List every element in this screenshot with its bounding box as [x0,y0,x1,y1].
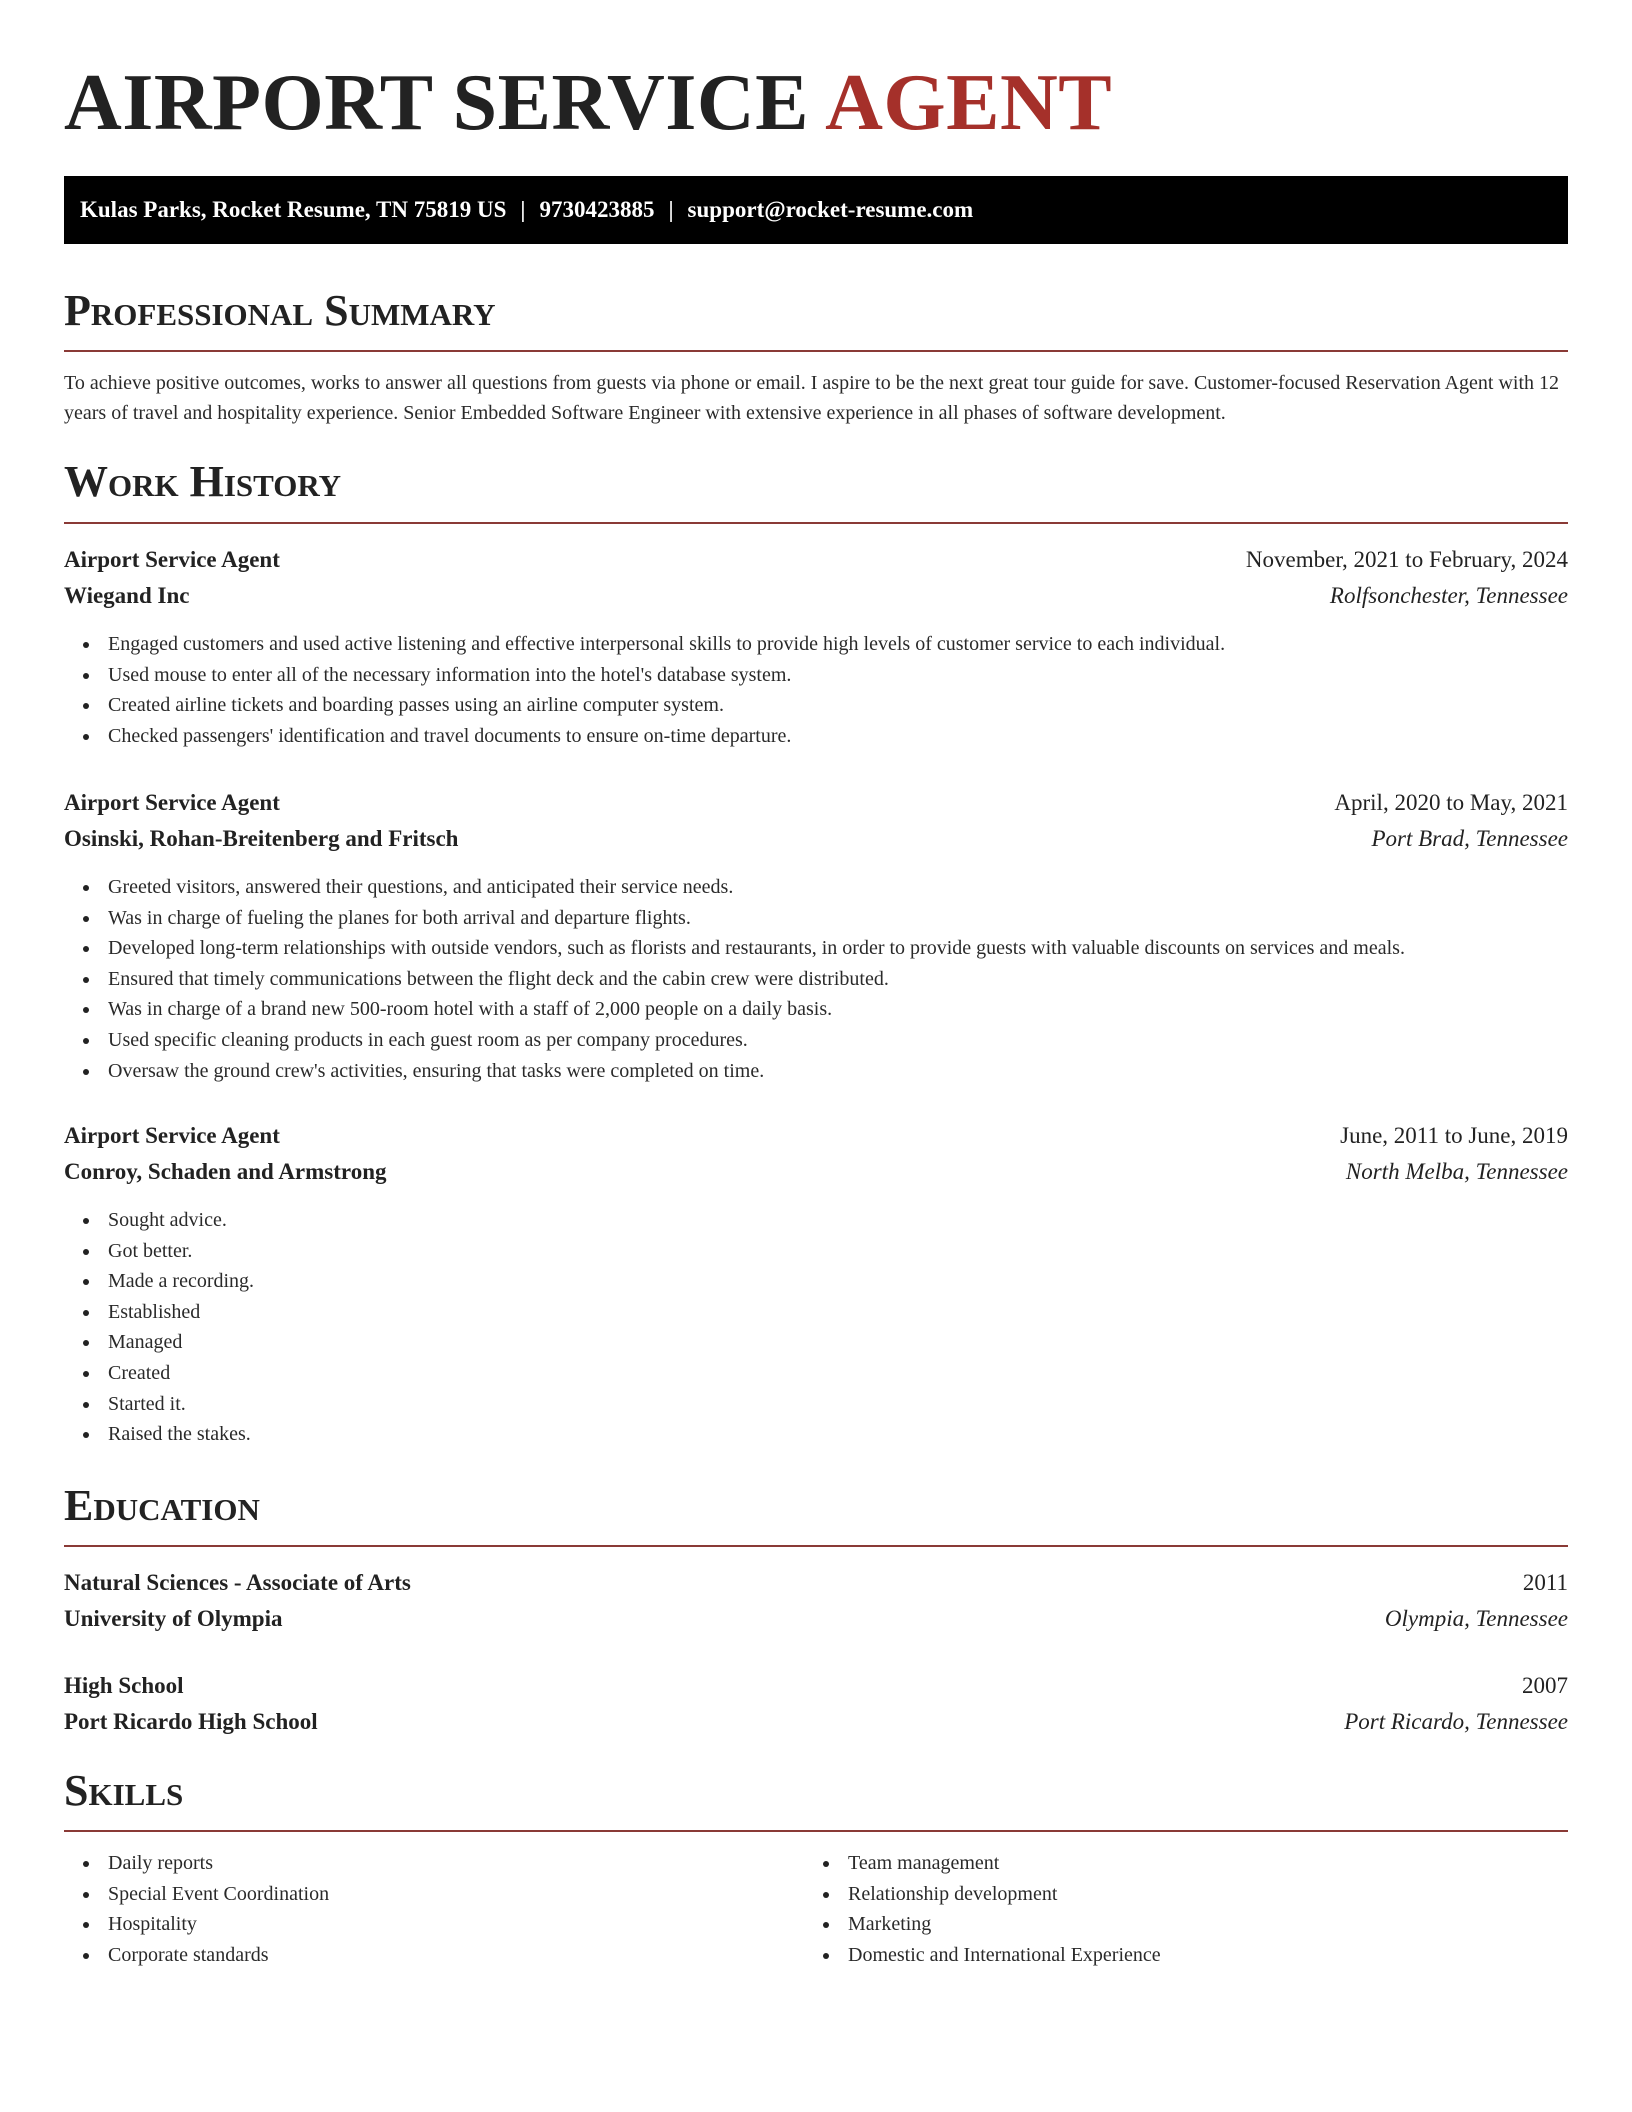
list-item: Managed [108,1327,1568,1358]
education-heading: Education [64,1481,260,1530]
job-company: Osinski, Rohan-Breitenberg and Fritsch [64,826,459,851]
section-divider [64,1545,1568,1547]
skill-item: Relationship development [848,1879,1544,1910]
education-school: Port Ricardo High School [64,1709,318,1734]
job-header [64,1119,1568,1153]
resume-title [64,0,1568,158]
job-location: North Melba, Tennessee [1345,1159,1568,1184]
job-company: Conroy, Schaden and Armstrong [64,1159,387,1184]
resume-page [64,0,1568,1966]
section-divider [64,1830,1568,1832]
skill-item: Corporate standards [108,1940,804,1971]
list-item: Created [108,1358,1568,1389]
contact-separator: | [520,197,526,222]
job-location: Rolfsonchester, Tennessee [1329,583,1568,608]
skills-list-right [804,1848,1544,1970]
education-school: University of Olympia [64,1606,283,1631]
list-item: Sought advice. [108,1205,1568,1236]
contact-address: Kulas Parks, Rocket Resume, TN 75819 US [80,197,507,222]
list-item: Made a recording. [108,1266,1568,1297]
list-item: Raised the stakes. [108,1419,1568,1450]
skill-item: Domestic and International Experience [848,1940,1544,1971]
education-degree: Natural Sciences - Associate of Arts [64,1570,411,1595]
list-item: Was in charge of a brand new 500-room hotel with a staff of 2,000 people on a daily basis. [108,994,1568,1025]
education-degree: High School [64,1673,184,1698]
job-title: Airport Service Agent [64,790,280,815]
contact-separator: | [668,197,674,222]
job-subheader [64,1155,1568,1189]
skill-item: Team management [848,1848,1544,1879]
job-dates: June, 2011 to June, 2019 [1340,1123,1568,1148]
list-item: Was in charge of fueling the planes for both arrival and departure flights. [108,903,1568,934]
job-header [64,543,1568,577]
job-title: Airport Service Agent [64,1123,280,1148]
job-header [64,786,1568,820]
skill-item: Marketing [848,1909,1544,1940]
job-company: Wiegand Inc [64,583,190,608]
contact-bar [64,176,1568,244]
list-item: Got better. [108,1236,1568,1267]
job-bullets [64,872,1568,1086]
job-title: Airport Service Agent [64,547,280,572]
section-divider [64,350,1568,352]
section-divider [64,522,1568,524]
list-item: Greeted visitors, answered their questions, and anticipated their service needs. [108,872,1568,903]
job-location: Port Brad, Tennessee [1371,826,1568,851]
education-location: Olympia, Tennessee [1384,1606,1568,1631]
summary-text: To achieve positive outcomes, works to answer all questions from guests via phone or email. I aspire to be the next great tour guide for save. Customer-focused Reservation Agent with 12 years of travel and hospitality experience. Senior Embedded Software Engineer with extensive experience in all phases of software development. [64,372,1560,424]
list-item: Used specific cleaning products in each guest room as per company procedures. [108,1025,1568,1056]
contact-phone: 9730423885 [539,197,655,222]
list-item: Created airline tickets and boarding passes using an airline computer system. [108,690,1568,721]
skills-list-left [64,1848,804,1970]
skill-item: Special Event Coordination [108,1879,804,1910]
education-header [64,1566,1568,1600]
job-bullets [64,629,1568,751]
job-dates: April, 2020 to May, 2021 [1334,790,1568,815]
list-item: Developed long-term relationships with outside vendors, such as florists and restaurants, in order to provide guests with valuable discounts on services and meals. [108,933,1568,964]
summary-heading: Professional Summary [64,286,496,335]
list-item: Oversaw the ground crew's activities, ensuring that tasks were completed on time. [108,1056,1568,1087]
contact-email: support@rocket-resume.com [687,197,974,222]
skill-item: Hospitality [108,1909,804,1940]
job-subheader [64,579,1568,613]
list-item: Established [108,1297,1568,1328]
list-item: Engaged customers and used active listening and effective interpersonal skills to provide high levels of customer service to each individual. [108,629,1568,660]
skill-item: Daily reports [108,1848,804,1879]
title-main: AIRPORT SERVICE [64,59,809,147]
education-header [64,1669,1568,1703]
job-subheader [64,822,1568,856]
title-accent: AGENT [825,59,1113,147]
education-location: Port Ricardo, Tennessee [1344,1709,1568,1734]
education-subheader [64,1705,1568,1739]
work-history-heading: Work History [64,457,342,506]
education-subheader [64,1602,1568,1636]
education-year: 2007 [1522,1673,1568,1698]
education-year: 2011 [1522,1570,1568,1595]
list-item: Ensured that timely communications between the flight deck and the cabin crew were distributed. [108,964,1568,995]
job-bullets [64,1205,1568,1450]
job-dates: November, 2021 to February, 2024 [1245,547,1568,572]
list-item: Started it. [108,1389,1568,1420]
list-item: Used mouse to enter all of the necessary information into the hotel's database system. [108,660,1568,691]
list-item: Checked passengers' identification and travel documents to ensure on-time departure. [108,721,1568,752]
skills-heading: Skills [64,1766,184,1815]
